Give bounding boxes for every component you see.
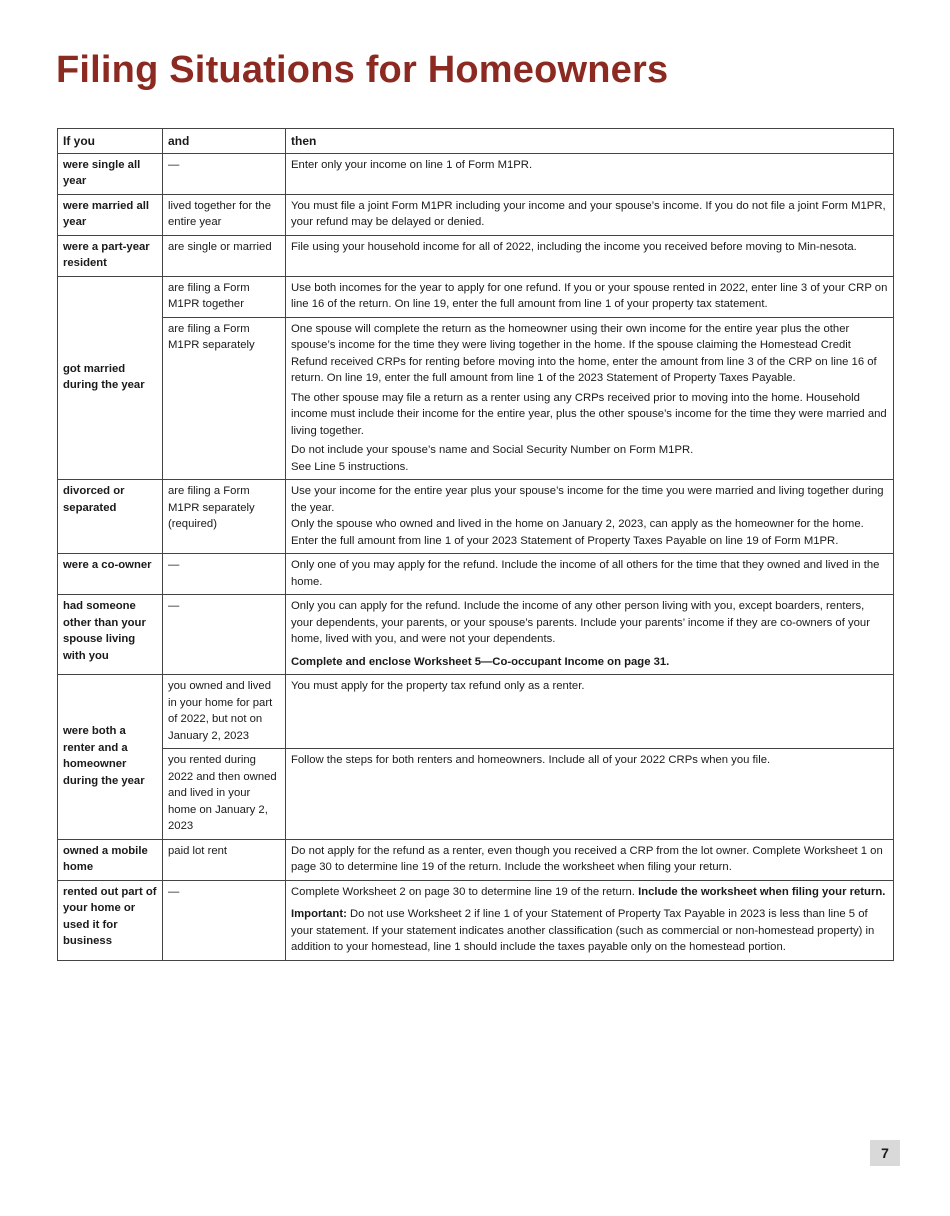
then-cell: You must apply for the property tax refund only as a renter. bbox=[286, 675, 894, 749]
important-text: Do not use Worksheet 2 if line 1 of your Statement of Property Tax Payable in 2023 is less than line 5 of your statement. If your statement indicates another classification (such as commercial or non-homestead property) in addition to your homestead, line 1 should include the taxes payable only on the homestead portion. bbox=[291, 908, 875, 953]
then-paragraph-bold bbox=[291, 654, 888, 671]
and-cell: are filing a Form M1PR together bbox=[163, 276, 286, 317]
and-cell: are filing a Form M1PR separately bbox=[163, 317, 286, 480]
header-then: then bbox=[286, 129, 894, 154]
then-paragraph bbox=[291, 906, 888, 956]
then-cell bbox=[286, 317, 894, 480]
and-cell: are single or married bbox=[163, 235, 286, 276]
then-paragraph: The other spouse may file a return as a renter using any CRPs received prior to moving into the home. Household income must include their income for the entire year, plus the other spouse’s income for the time they were married and living together. bbox=[291, 391, 887, 437]
important-label: Important: bbox=[291, 908, 347, 920]
condition-cell: were both a renter and a homeowner during the year bbox=[58, 675, 163, 840]
header-if-you: If you bbox=[58, 129, 163, 154]
then-paragraph bbox=[291, 884, 888, 901]
condition-cell: got married during the year bbox=[58, 276, 163, 480]
table-header-row bbox=[58, 129, 894, 154]
then-cell: Follow the steps for both renters and homeowners. Include all of your 2022 CRPs when you file. bbox=[286, 749, 894, 840]
then-paragraph: Use your income for the entire year plus your spouse’s income for the time you were married and living together during the year. bbox=[291, 485, 884, 514]
then-cell: Enter only your income on line 1 of Form M1PR. bbox=[286, 153, 894, 194]
then-paragraph: Only the spouse who owned and lived in the home on January 2, 2023, can apply as the homeowner for the home. Enter the full amount from line 1 of your 2023 Statement of Property Taxes Payable on line 19 of Form M1PR. bbox=[291, 518, 864, 547]
and-cell: lived together for the entire year bbox=[163, 194, 286, 235]
table-row bbox=[58, 554, 894, 595]
header-and: and bbox=[163, 129, 286, 154]
condition-cell: were a co-owner bbox=[58, 554, 163, 595]
condition-cell: had someone other than your spouse living with you bbox=[58, 595, 163, 675]
table-row bbox=[58, 317, 894, 480]
then-cell bbox=[286, 595, 894, 675]
condition-cell: were married all year bbox=[58, 194, 163, 235]
table-row bbox=[58, 480, 894, 554]
page-number: 7 bbox=[870, 1140, 900, 1166]
table-row bbox=[58, 749, 894, 840]
condition-cell: were a part-year resident bbox=[58, 235, 163, 276]
and-cell: — bbox=[163, 880, 286, 960]
table-row bbox=[58, 595, 894, 675]
and-cell: — bbox=[163, 595, 286, 675]
worksheet-2-text: Complete Worksheet 2 on page 30 to determine line 19 of the return. bbox=[291, 885, 635, 898]
table-row bbox=[58, 880, 894, 960]
then-cell: You must file a joint Form M1PR including your income and your spouse’s income. If you do not file a joint Form M1PR, your refund may be delayed or denied. bbox=[286, 194, 894, 235]
then-cell: Only one of you may apply for the refund. Include the income of all others for the time that they owned and lived in the home. bbox=[286, 554, 894, 595]
worksheet-2-bold-note: Include the worksheet when filing your return. bbox=[638, 885, 886, 898]
then-paragraph: See Line 5 instructions. bbox=[291, 460, 409, 473]
table-row bbox=[58, 675, 894, 749]
condition-cell: were single all year bbox=[58, 153, 163, 194]
and-cell: you owned and lived in your home for part of 2022, but not on January 2, 2023 bbox=[163, 675, 286, 749]
and-cell: — bbox=[163, 554, 286, 595]
and-cell: are filing a Form M1PR separately (required) bbox=[163, 480, 286, 554]
table-row bbox=[58, 194, 894, 235]
worksheet-5-note: Complete and enclose Worksheet 5—Co-occupant Income on page 31. bbox=[291, 655, 670, 668]
filing-situations-table bbox=[57, 128, 894, 961]
and-cell: you rented during 2022 and then owned and lived in your home on January 2, 2023 bbox=[163, 749, 286, 840]
page-title: Filing Situations for Homeowners bbox=[56, 49, 669, 91]
table-row bbox=[58, 235, 894, 276]
table-row bbox=[58, 153, 894, 194]
condition-cell: divorced or separated bbox=[58, 480, 163, 554]
and-cell: — bbox=[163, 153, 286, 194]
then-cell bbox=[286, 880, 894, 960]
then-paragraph: Do not include your spouse’s name and Social Security Number on Form M1PR. bbox=[291, 444, 694, 456]
condition-cell: rented out part of your home or used it for business bbox=[58, 880, 163, 960]
then-cell: Do not apply for the refund as a renter, even though you received a CRP from the lot owner. Complete Worksheet 1 on page 30 to determine line 19 of the return. Include the worksheet when filing your return. bbox=[286, 839, 894, 880]
table-row bbox=[58, 276, 894, 317]
then-cell: File using your household income for all of 2022, including the income you received before moving to Min-nesota. bbox=[286, 235, 894, 276]
and-cell: paid lot rent bbox=[163, 839, 286, 880]
then-paragraph: Only you can apply for the refund. Include the income of any other person living with you, except boarders, renters, your dependents, your parents, or your spouse’s parents. Include your parents’ income if they are co-owners of your home, lived with you, and were not your dependents. bbox=[291, 600, 870, 645]
then-cell: Use both incomes for the year to apply for one refund. If you or your spouse rented in 2022, enter line 3 of your CRP on line 16 of the return. On line 19, enter the full amount from line 1 of your property tax statement. bbox=[286, 276, 894, 317]
then-cell bbox=[286, 480, 894, 554]
table-row bbox=[58, 839, 894, 880]
condition-cell: owned a mobile home bbox=[58, 839, 163, 880]
then-paragraph: One spouse will complete the return as the homeowner using their own income for the entire year plus the other spouse’s income for the time they were living together in the home. If the spouse claiming the Homestead Credit Refund received CRPs for renting before moving into the home, enter the amount from line 3 of the CRP on line 16 of return. On line 19, enter the full amount from line 1 of the 2023 Statement of Property Taxes Payable. bbox=[291, 322, 877, 384]
